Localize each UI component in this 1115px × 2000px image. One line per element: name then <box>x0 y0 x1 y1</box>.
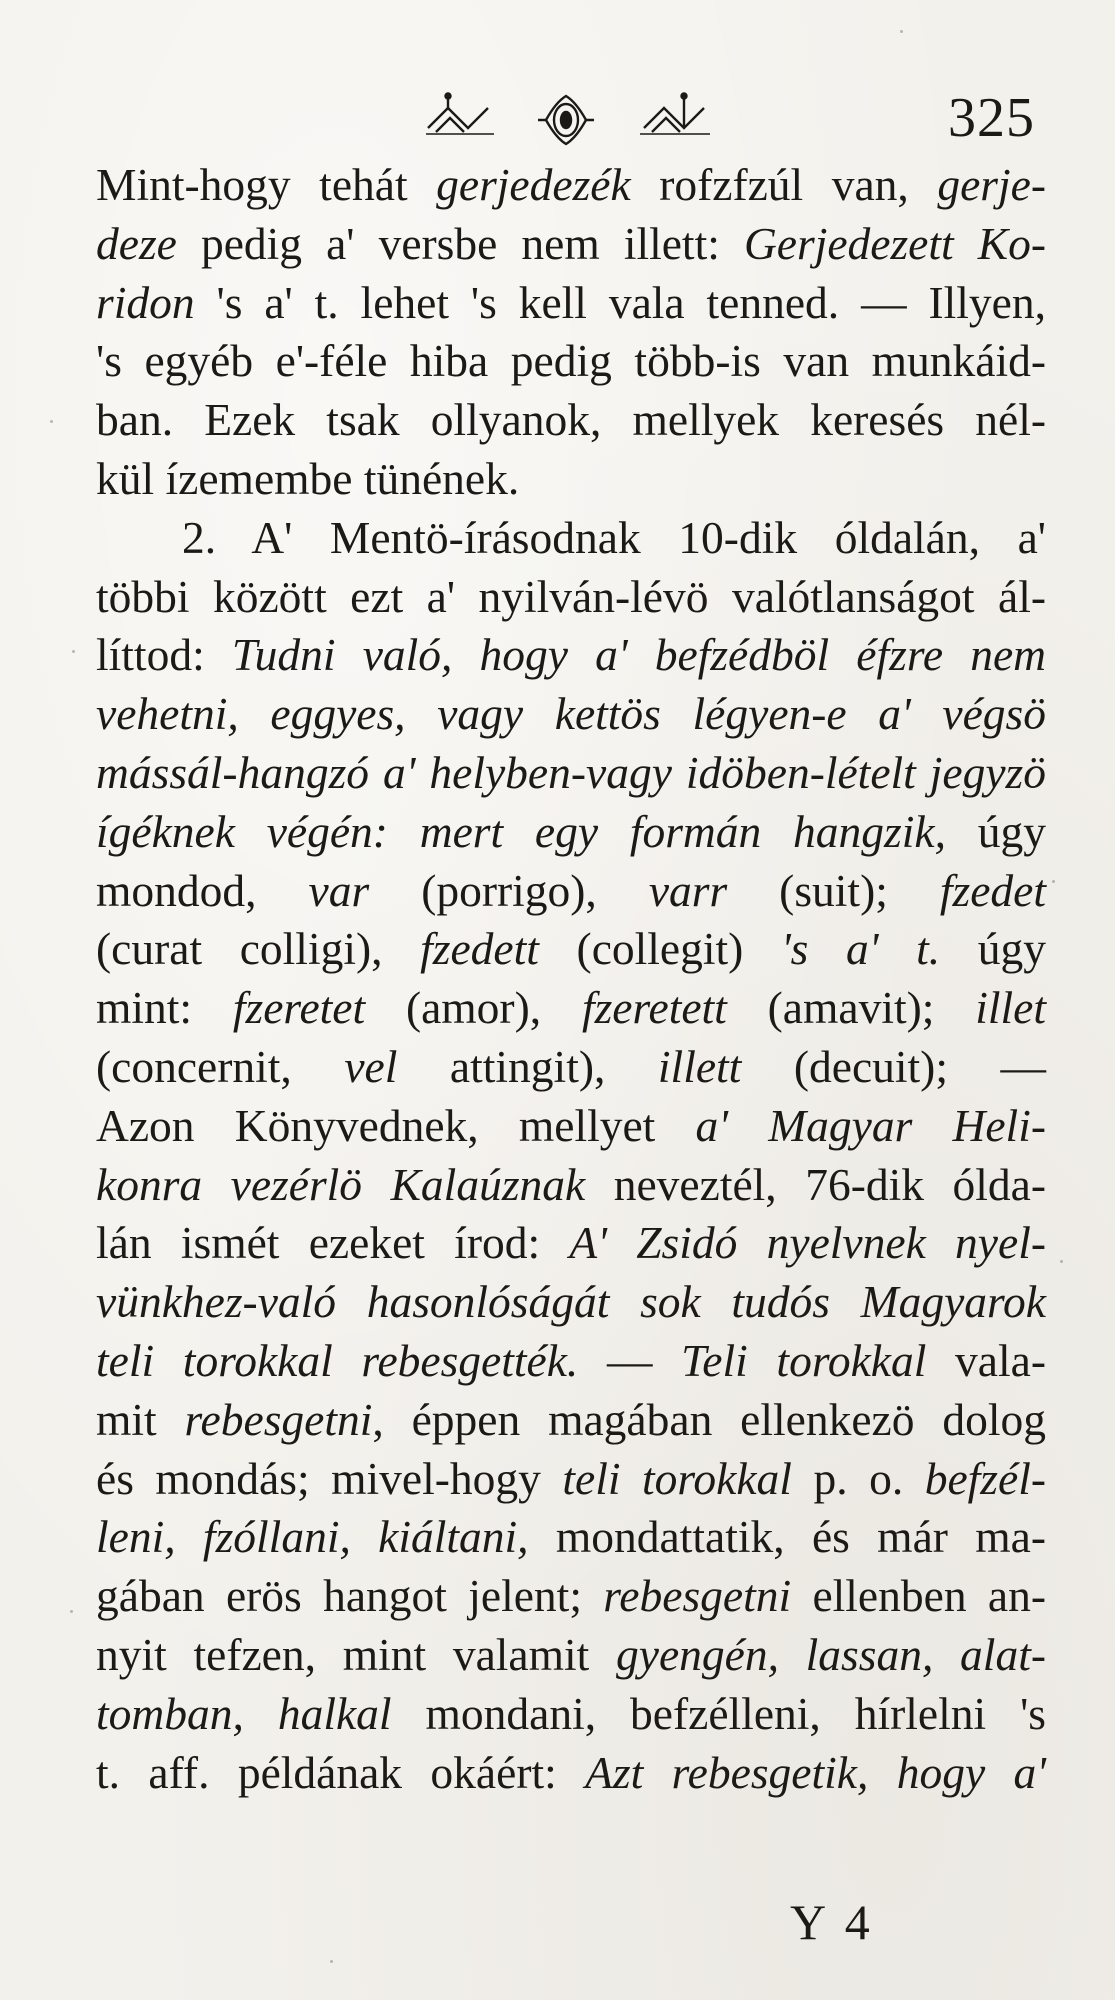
paper-speck <box>1060 1260 1063 1263</box>
text-span: mondani, befzélleni, hírlelni 's <box>391 1687 1047 1739</box>
italic-phrase: 's a' t. <box>780 923 941 975</box>
text-span: lán ismét ezeket írod: <box>96 1217 570 1269</box>
italic-phrase: fzeretett <box>581 982 727 1034</box>
text-span: mint: <box>96 982 233 1034</box>
italic-phrase: teli torokkal rebesgették. <box>96 1334 579 1386</box>
text-line <box>96 744 1046 803</box>
text-span: gában erös hangot jelent; <box>96 1570 604 1622</box>
text-span: (amor), <box>365 982 582 1034</box>
text-line <box>96 215 1046 274</box>
italic-phrase: konra vezérlö Kalaúznak <box>96 1158 586 1210</box>
italic-phrase: gerje- <box>937 159 1046 210</box>
italic-phrase: befzél- <box>924 1452 1047 1504</box>
italic-phrase: gerjedezék <box>436 159 631 210</box>
text-span: , éppen magában ellenkezö dolog <box>372 1393 1046 1445</box>
italic-phrase: ígéknek végén: mert egy formán hangzik, <box>96 805 946 857</box>
text-span: többi között ezt a' nyilván-lévö valótlanságot ál- <box>96 570 1046 622</box>
signature-mark: Y 4 <box>790 1894 874 1950</box>
italic-phrase: vel <box>344 1040 398 1092</box>
text-line <box>96 1744 1046 1803</box>
text-line <box>96 1273 1046 1332</box>
text-span: 2. A' Mentö-írásodnak 10-dik óldalán, a' <box>182 511 1046 563</box>
italic-phrase: vehetni, eggyes, vagy kettös légyen-e a' végsö <box>96 688 1046 740</box>
text-span: 's egyéb e'-féle hiba pedig több-is van munkáid- <box>96 335 1046 387</box>
text-span: Mint-hogy tehát <box>96 159 437 210</box>
text-line <box>96 450 1046 509</box>
paper-speck <box>1052 880 1055 883</box>
paper-speck <box>330 1960 333 1963</box>
text-span: attingit), <box>397 1040 658 1092</box>
text-span: p. o. <box>791 1452 925 1504</box>
paper-speck <box>50 420 53 423</box>
text-span: kül ízemembe tünének. <box>96 452 520 504</box>
text-line <box>96 274 1046 333</box>
italic-phrase: ridon <box>96 276 195 328</box>
paper-speck <box>72 650 75 653</box>
text-line <box>96 1332 1046 1391</box>
text-line <box>96 1567 1046 1626</box>
text-line <box>96 156 1046 215</box>
italic-phrase: deze <box>96 217 177 269</box>
italic-phrase: Tudni való, hogy a' befzédböl éfzre nem <box>231 629 1046 681</box>
italic-phrase: fzeretet <box>232 982 366 1034</box>
text-line <box>96 920 1046 979</box>
text-span: (suit); <box>727 864 940 916</box>
fleuron-ornament-icon <box>418 90 718 150</box>
text-span: és mondás; mivel-hogy <box>96 1452 563 1504</box>
text-line <box>96 332 1046 391</box>
text-span: ban. Ezek tsak ollyanok, mellyek keresés nél- <box>96 394 1046 446</box>
text-span: rofzfzúl van, <box>630 159 938 210</box>
text-line <box>96 509 1046 568</box>
italic-phrase: illett <box>657 1040 742 1092</box>
italic-phrase: fzedett <box>420 923 539 975</box>
italic-phrase: var <box>308 864 370 916</box>
text-span: Azon Könyvednek, mellyet <box>96 1099 696 1151</box>
italic-phrase: Teli torokkal <box>681 1334 927 1386</box>
text-line <box>96 685 1046 744</box>
text-line <box>96 1156 1046 1215</box>
text-span: neveztél, 76-dik ólda- <box>585 1158 1046 1210</box>
italic-phrase: a' Magyar Heli- <box>695 1099 1046 1151</box>
page-header <box>0 86 1115 156</box>
italic-phrase: vünkhez-való hasonlóságát sok tudós Magyarok <box>96 1276 1046 1328</box>
text-span: (amavit); <box>726 982 976 1034</box>
page-number: 325 <box>948 87 1035 149</box>
text-span: úgy <box>940 923 1047 975</box>
text-span: (curat colligi), <box>96 923 421 975</box>
text-span: líttod: <box>96 629 232 681</box>
italic-phrase: fzedet <box>939 864 1046 916</box>
text-span: vala- <box>926 1334 1046 1386</box>
text-span: (collegit) <box>538 923 781 975</box>
text-line <box>96 1391 1046 1450</box>
italic-phrase: Azt rebesgetik, hogy a' <box>585 1746 1047 1798</box>
italic-phrase: teli torokkal <box>562 1452 792 1504</box>
text-span: mit <box>96 1393 185 1445</box>
text-line <box>96 568 1046 627</box>
text-span: (concernit, <box>96 1040 345 1092</box>
italic-phrase: rebesgetni <box>184 1393 373 1445</box>
text-line <box>96 979 1046 1038</box>
text-line <box>96 862 1046 921</box>
text-span: mondod, <box>96 864 309 916</box>
text-line <box>96 1038 1046 1097</box>
paper-speck <box>900 30 903 33</box>
text-span: — <box>578 1334 682 1386</box>
italic-phrase: rebesgetni <box>603 1570 792 1622</box>
italic-phrase: varr <box>648 864 728 916</box>
text-span: 's a' t. lehet 's kell vala tenned. — Illyen, <box>194 276 1046 328</box>
text-span: (porrigo), <box>369 864 649 916</box>
text-line <box>96 1685 1046 1744</box>
text-line <box>96 1214 1046 1273</box>
italic-phrase: gyengén, lassan, alat- <box>616 1628 1046 1680</box>
italic-phrase: illet <box>975 982 1046 1034</box>
italic-phrase: leni, fzóllani, kiáltani, <box>96 1511 529 1563</box>
text-span: t. aff. példának okáért: <box>96 1746 586 1798</box>
text-line <box>96 1626 1046 1685</box>
italic-phrase: tomban, halkal <box>96 1687 392 1739</box>
text-line <box>96 1450 1046 1509</box>
italic-phrase: mássál-hangzó a' helyben-vagy idöben-lételt jegyzö <box>96 746 1046 798</box>
text-line <box>96 803 1046 862</box>
text-line <box>96 391 1046 450</box>
text-span: pedig a' versbe nem illett: <box>176 217 744 269</box>
text-span: ellenben an- <box>791 1570 1046 1622</box>
text-line <box>96 626 1046 685</box>
text-line <box>96 1097 1046 1156</box>
text-span: (decuit); — <box>741 1040 1047 1092</box>
text-span: mondattatik, és már ma- <box>528 1511 1046 1563</box>
italic-phrase: A' Zsidó nyelvnek nyel- <box>569 1217 1046 1269</box>
text-span: úgy <box>945 805 1047 857</box>
body-text <box>96 156 1046 1802</box>
text-span: nyit tefzen, mint valamit <box>96 1628 616 1680</box>
text-line <box>96 1508 1046 1567</box>
italic-phrase: Gerjedezett Ko- <box>743 217 1046 269</box>
paper-speck <box>70 1610 73 1613</box>
